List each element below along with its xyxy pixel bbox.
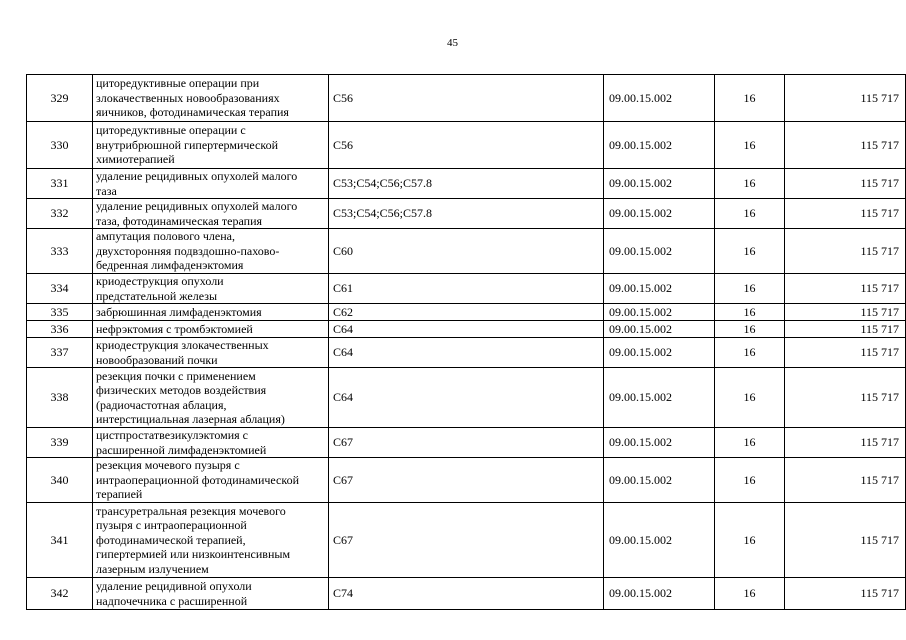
diagnosis-code: C61 (329, 274, 604, 304)
group-number: 16 (715, 304, 785, 321)
diagnosis-code: C67 (329, 458, 604, 503)
diagnosis-code: C53;C54;C56;C57.8 (329, 199, 604, 229)
procedure-name-line: циторедуктивные операции при (96, 76, 260, 91)
procedure-name-line: яичников, фотодинамическая терапия (96, 105, 289, 120)
norm-value: 115 717 (785, 199, 906, 229)
procedures-table (26, 74, 906, 610)
procedure-name (93, 578, 329, 610)
row-number: 342 (27, 578, 93, 610)
row-number: 333 (27, 229, 93, 274)
group-number: 16 (715, 75, 785, 122)
row-number: 340 (27, 458, 93, 503)
group-number: 16 (715, 428, 785, 458)
group-number: 16 (715, 578, 785, 610)
procedure-name-line: резекция почки с применением (96, 368, 256, 383)
diagnosis-code: C67 (329, 503, 604, 578)
method-code: 09.00.15.002 (604, 304, 715, 321)
procedure-name (93, 75, 329, 122)
table-row (27, 321, 906, 338)
group-number: 16 (715, 368, 785, 428)
procedure-name-line: терапией (96, 487, 143, 502)
table-row (27, 229, 906, 274)
procedure-name-line: физических методов воздействия (96, 383, 267, 397)
diagnosis-code: C56 (329, 122, 604, 169)
diagnosis-code: C67 (329, 428, 604, 458)
norm-value: 115 717 (785, 75, 906, 122)
method-code: 09.00.15.002 (604, 338, 715, 368)
procedure-name-line: расширенной лимфаденэктомией (96, 442, 267, 457)
procedure-name-line: трансуретральная резекция мочевого (96, 503, 286, 518)
norm-value: 115 717 (785, 368, 906, 428)
method-code: 09.00.15.002 (604, 229, 715, 274)
procedure-name-line: химиотерапией (96, 152, 175, 167)
row-number: 329 (27, 75, 93, 122)
norm-value: 115 717 (785, 503, 906, 578)
method-code: 09.00.15.002 (604, 368, 715, 428)
procedure-name (93, 304, 329, 321)
procedure-name-line: интерстициальная лазерная аблация) (96, 412, 285, 426)
diagnosis-code: C53;C54;C56;C57.8 (329, 169, 604, 199)
group-number: 16 (715, 503, 785, 578)
diagnosis-code: C62 (329, 304, 604, 321)
method-code: 09.00.15.002 (604, 428, 715, 458)
procedure-name-line: фотодинамической терапией, (96, 532, 246, 547)
norm-value: 115 717 (785, 578, 906, 610)
procedure-name-line: интраоперационной фотодинамической (96, 472, 300, 487)
procedure-name-line: криодеструкция опухоли (96, 274, 224, 288)
norm-value: 115 717 (785, 274, 906, 304)
row-number: 331 (27, 169, 93, 199)
procedure-name (93, 368, 329, 428)
method-code: 09.00.15.002 (604, 75, 715, 122)
table-row (27, 304, 906, 321)
group-number: 16 (715, 274, 785, 304)
diagnosis-code: C74 (329, 578, 604, 610)
procedure-name-line: надпочечника с расширенной (96, 593, 248, 608)
procedure-name-line: удаление рецидивных опухолей малого (96, 169, 298, 183)
row-number: 341 (27, 503, 93, 578)
row-number: 336 (27, 321, 93, 338)
norm-value: 115 717 (785, 338, 906, 368)
procedure-name-line: таза, фотодинамическая терапия (96, 213, 263, 228)
diagnosis-code: C60 (329, 229, 604, 274)
procedure-name-line: лазерным излучением (96, 561, 209, 576)
diagnosis-code: C64 (329, 321, 604, 338)
procedure-name-line: резекция мочевого пузыря с (96, 458, 240, 473)
row-number: 330 (27, 122, 93, 169)
procedure-name-line: (радиочастотная аблация, (96, 397, 227, 412)
diagnosis-code: C56 (329, 75, 604, 122)
page-number: 45 (447, 37, 458, 49)
procedure-name-line: удаление рецидивных опухолей малого (96, 199, 298, 213)
table-row (27, 503, 906, 578)
procedure-name-line: предстательной железы (96, 288, 218, 303)
procedure-name-line: двухсторонняя подвздошно-пахово- (96, 243, 280, 258)
method-code: 09.00.15.002 (604, 274, 715, 304)
procedure-name (93, 428, 329, 458)
table-container (26, 74, 899, 640)
procedure-name (93, 199, 329, 229)
group-number: 16 (715, 229, 785, 274)
group-number: 16 (715, 122, 785, 169)
procedure-name-line: ампутация полового члена, (96, 229, 235, 244)
procedure-name-line: новообразований почки (96, 352, 218, 367)
procedure-name-line: внутрибрюшной гипертермической (96, 137, 279, 152)
table-row (27, 458, 906, 503)
method-code: 09.00.15.002 (604, 503, 715, 578)
table-row (27, 75, 906, 122)
norm-value: 115 717 (785, 169, 906, 199)
table-row (27, 578, 906, 610)
row-number: 338 (27, 368, 93, 428)
diagnosis-code: C64 (329, 368, 604, 428)
norm-value: 115 717 (785, 428, 906, 458)
procedure-name (93, 274, 329, 304)
procedure-name (93, 338, 329, 368)
procedure-name-line: таза (96, 183, 117, 198)
procedure-name-line: пузыря с интраоперационной (96, 518, 247, 533)
procedure-name (93, 321, 329, 338)
row-number: 335 (27, 304, 93, 321)
procedure-name (93, 169, 329, 199)
table-row (27, 169, 906, 199)
procedure-name-line: злокачественных новообразованиях (96, 90, 280, 105)
procedure-name-line: нефрэктомия с тромбэктомией (96, 321, 253, 336)
table-body (27, 75, 906, 610)
procedure-name-line: цистпростатвезикулэктомия с (96, 428, 249, 442)
procedure-name-line: гипертермией или низкоинтенсивным (96, 547, 291, 562)
group-number: 16 (715, 169, 785, 199)
row-number: 332 (27, 199, 93, 229)
method-code: 09.00.15.002 (604, 169, 715, 199)
table-row (27, 428, 906, 458)
procedure-name-line: забрюшинная лимфаденэктомия (96, 304, 262, 319)
norm-value: 115 717 (785, 458, 906, 503)
norm-value: 115 717 (785, 229, 906, 274)
row-number: 337 (27, 338, 93, 368)
table-row (27, 368, 906, 428)
method-code: 09.00.15.002 (604, 122, 715, 169)
group-number: 16 (715, 199, 785, 229)
group-number: 16 (715, 338, 785, 368)
table-row (27, 199, 906, 229)
procedure-name-line: бедренная лимфаденэктомия (96, 258, 244, 273)
norm-value: 115 717 (785, 321, 906, 338)
method-code: 09.00.15.002 (604, 578, 715, 610)
row-number: 339 (27, 428, 93, 458)
procedure-name-line: криодеструкция злокачественных (96, 338, 269, 352)
table-row (27, 274, 906, 304)
procedure-name-line: удаление рецидивной опухоли (96, 579, 252, 593)
group-number: 16 (715, 458, 785, 503)
procedure-name (93, 458, 329, 503)
procedure-name (93, 503, 329, 578)
norm-value: 115 717 (785, 122, 906, 169)
table-row (27, 122, 906, 169)
method-code: 09.00.15.002 (604, 321, 715, 338)
row-number: 334 (27, 274, 93, 304)
method-code: 09.00.15.002 (604, 199, 715, 229)
diagnosis-code: C64 (329, 338, 604, 368)
procedure-name (93, 122, 329, 169)
norm-value: 115 717 (785, 304, 906, 321)
procedure-name (93, 229, 329, 274)
procedure-name-line: циторедуктивные операции с (96, 123, 246, 138)
group-number: 16 (715, 321, 785, 338)
method-code: 09.00.15.002 (604, 458, 715, 503)
table-row (27, 338, 906, 368)
